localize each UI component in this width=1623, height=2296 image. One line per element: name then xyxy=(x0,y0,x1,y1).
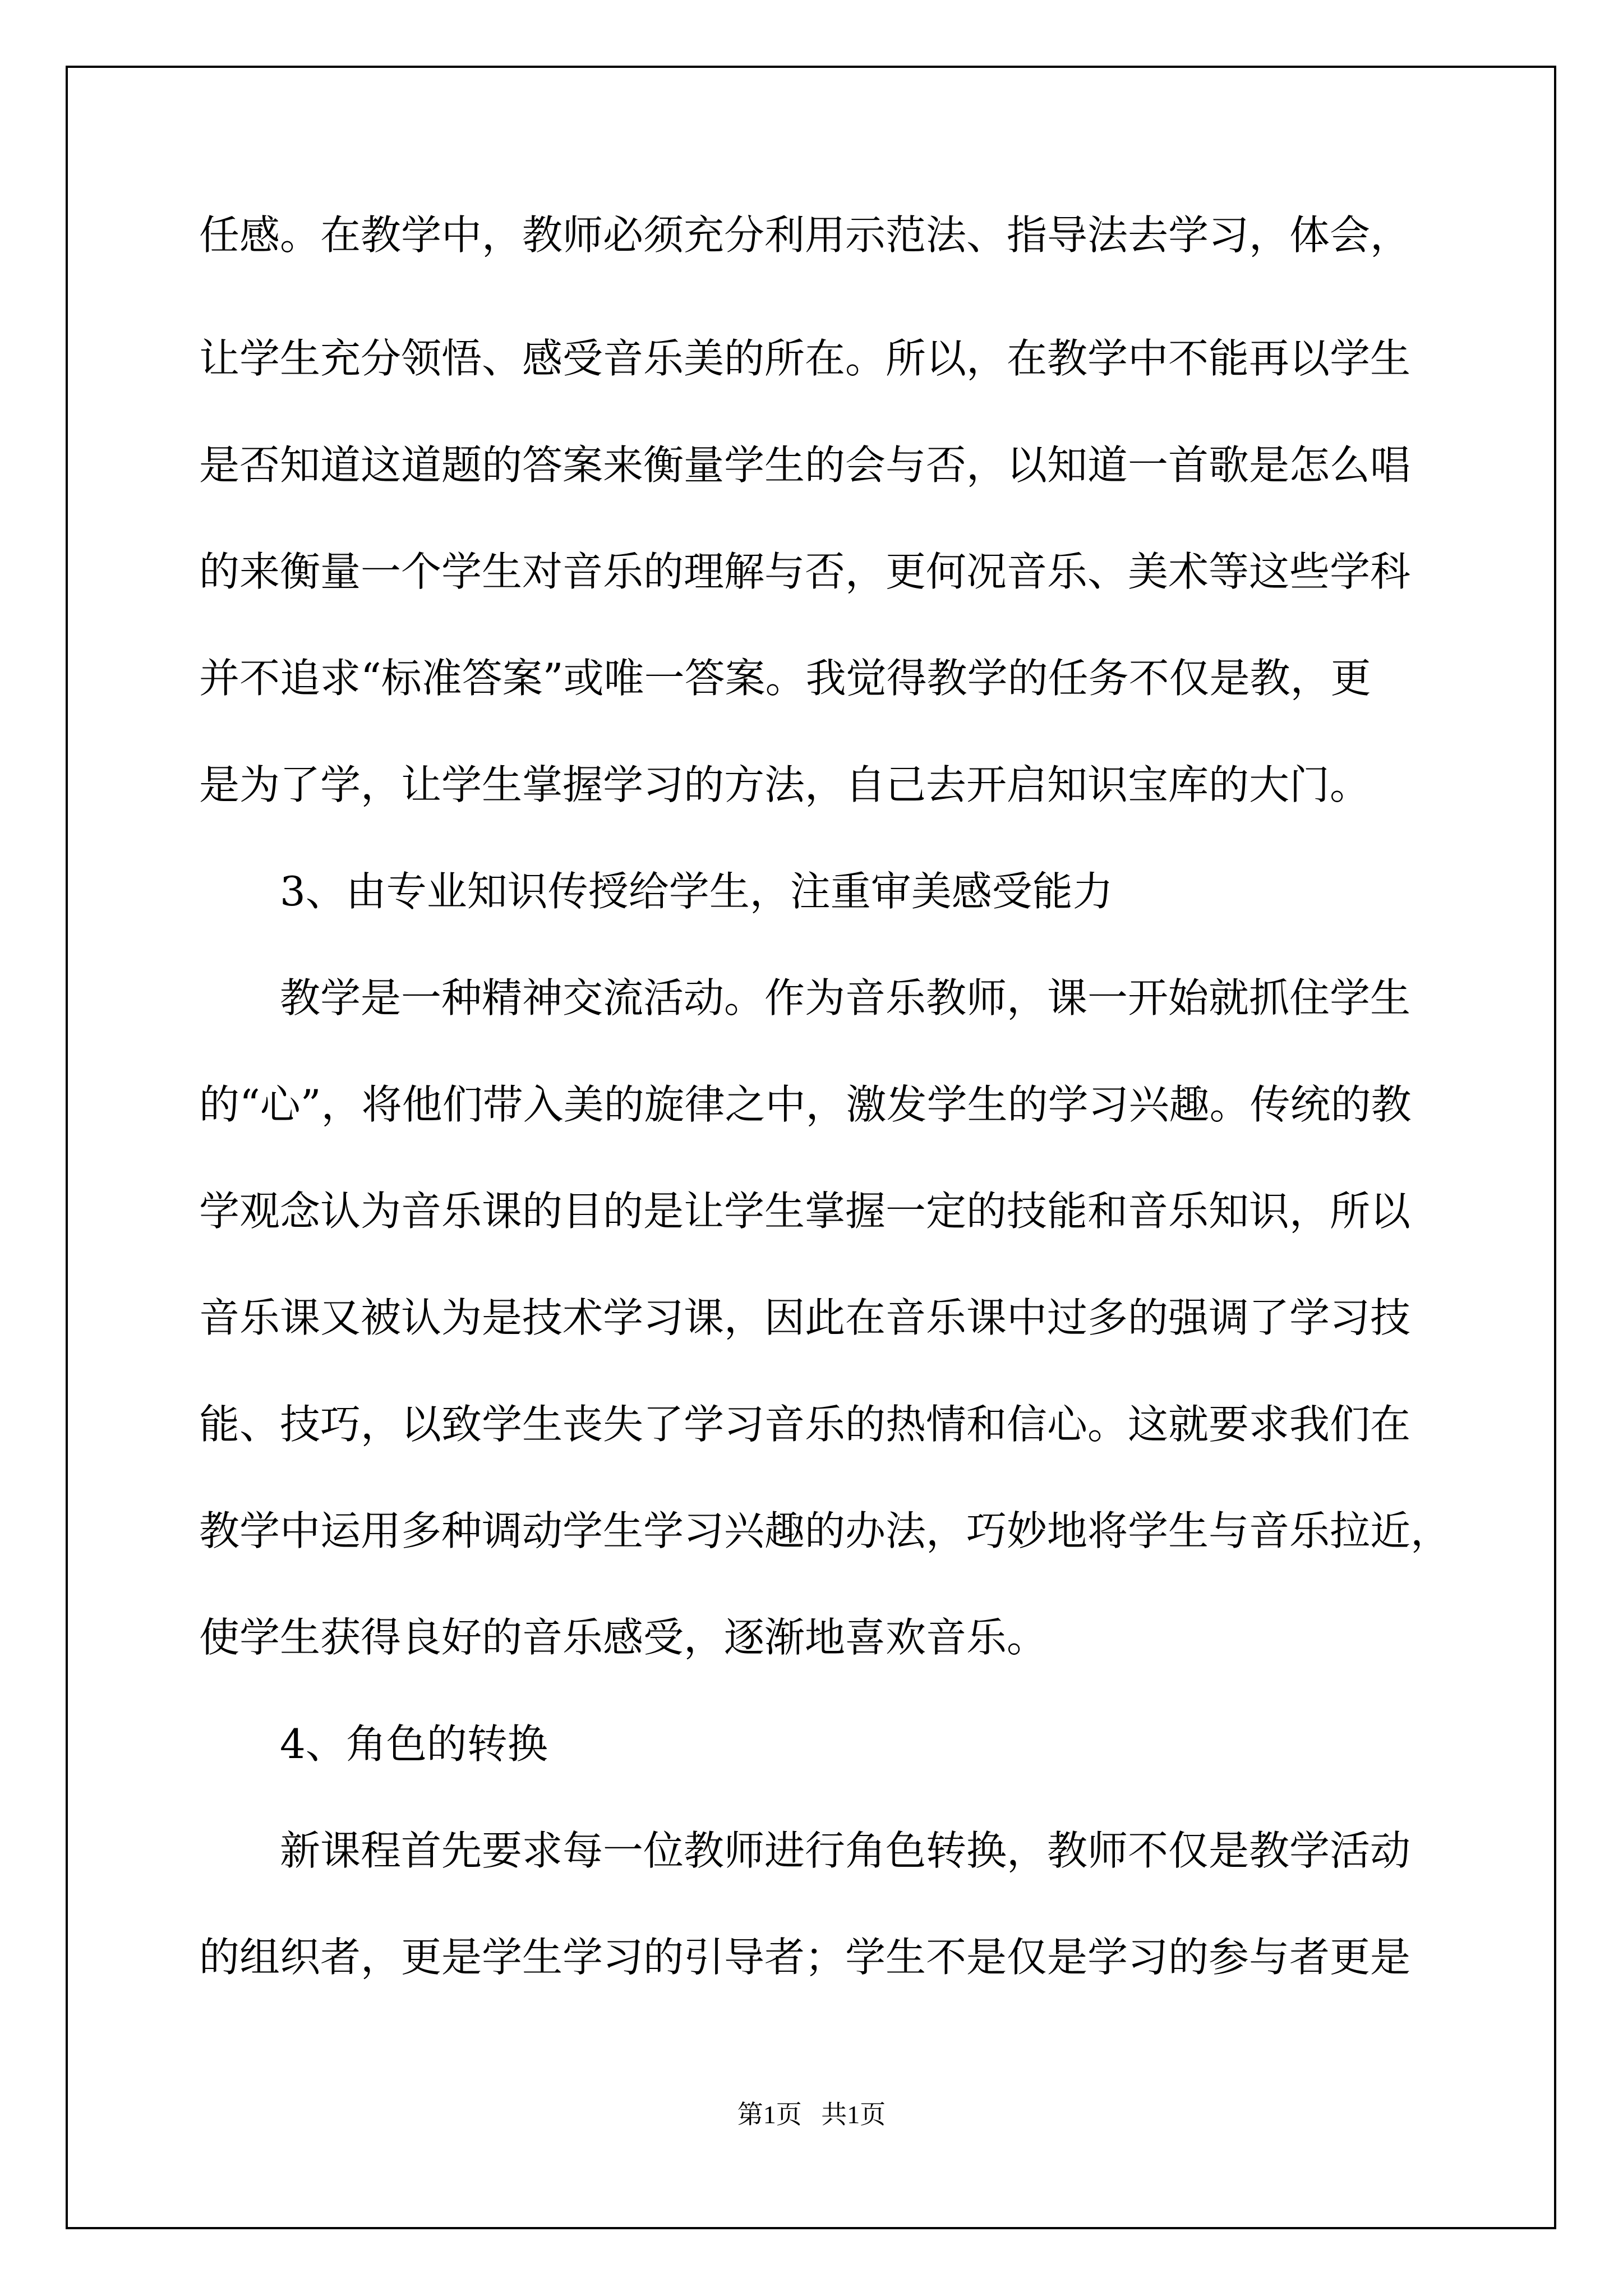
text-line: 任感。在教学中，教师必须充分利用示范法、指导法去学习，体会， xyxy=(199,211,1411,259)
text-line: 是为了学，让学生掌握学习的方法，自己去开启知识宝库的大门。 xyxy=(199,761,1371,808)
text-line: 是否知道这道题的答案来衡量学生的会与否，以知道一首歌是怎么唱 xyxy=(199,441,1411,489)
text-line: 音乐课又被认为是技术学习课，因此在音乐课中过多的强调了学习技 xyxy=(199,1294,1411,1341)
text-line: 能、技巧，以致学生丧失了学习音乐的热情和信心。这就要求我们在 xyxy=(199,1401,1411,1448)
section-heading: 3、由专业知识传授给学生，注重审美感受能力 xyxy=(280,868,1113,915)
text-line: 并不追求“标准答案”或唯一答案。我觉得教学的任务不仅是教，更 xyxy=(199,655,1371,702)
text-line: 教学中运用多种调动学生学习兴趣的办法，巧妙地将学生与音乐拉近， xyxy=(199,1507,1451,1554)
page-border xyxy=(66,66,1556,2229)
section-heading: 4、角色的转换 xyxy=(280,1720,548,1768)
text-line: 的组织者，更是学生学习的引导者；学生不是仅是学习的参与者更是 xyxy=(199,1934,1411,1981)
page-footer: 第1页 共1页 xyxy=(737,2100,886,2129)
text-line: 新课程首先要求每一位教师进行角色转换，教师不仅是教学活动 xyxy=(280,1827,1411,1874)
text-line: 使学生获得良好的音乐感受，逐渐地喜欢音乐。 xyxy=(199,1614,1048,1661)
text-line: 的来衡量一个学生对音乐的理解与否，更何况音乐、美术等这些学科 xyxy=(199,548,1411,595)
text-line: 的“心”，将他们带入美的旋律之中，激发学生的学习兴趣。传统的教 xyxy=(199,1081,1412,1128)
text-line: 学观念认为音乐课的目的是让学生掌握一定的技能和音乐知识，所以 xyxy=(199,1188,1411,1235)
text-line: 教学是一种精神交流活动。作为音乐教师，课一开始就抓住学生 xyxy=(280,974,1411,1022)
text-line: 让学生充分领悟、感受音乐美的所在。所以，在教学中不能再以学生 xyxy=(199,335,1411,382)
